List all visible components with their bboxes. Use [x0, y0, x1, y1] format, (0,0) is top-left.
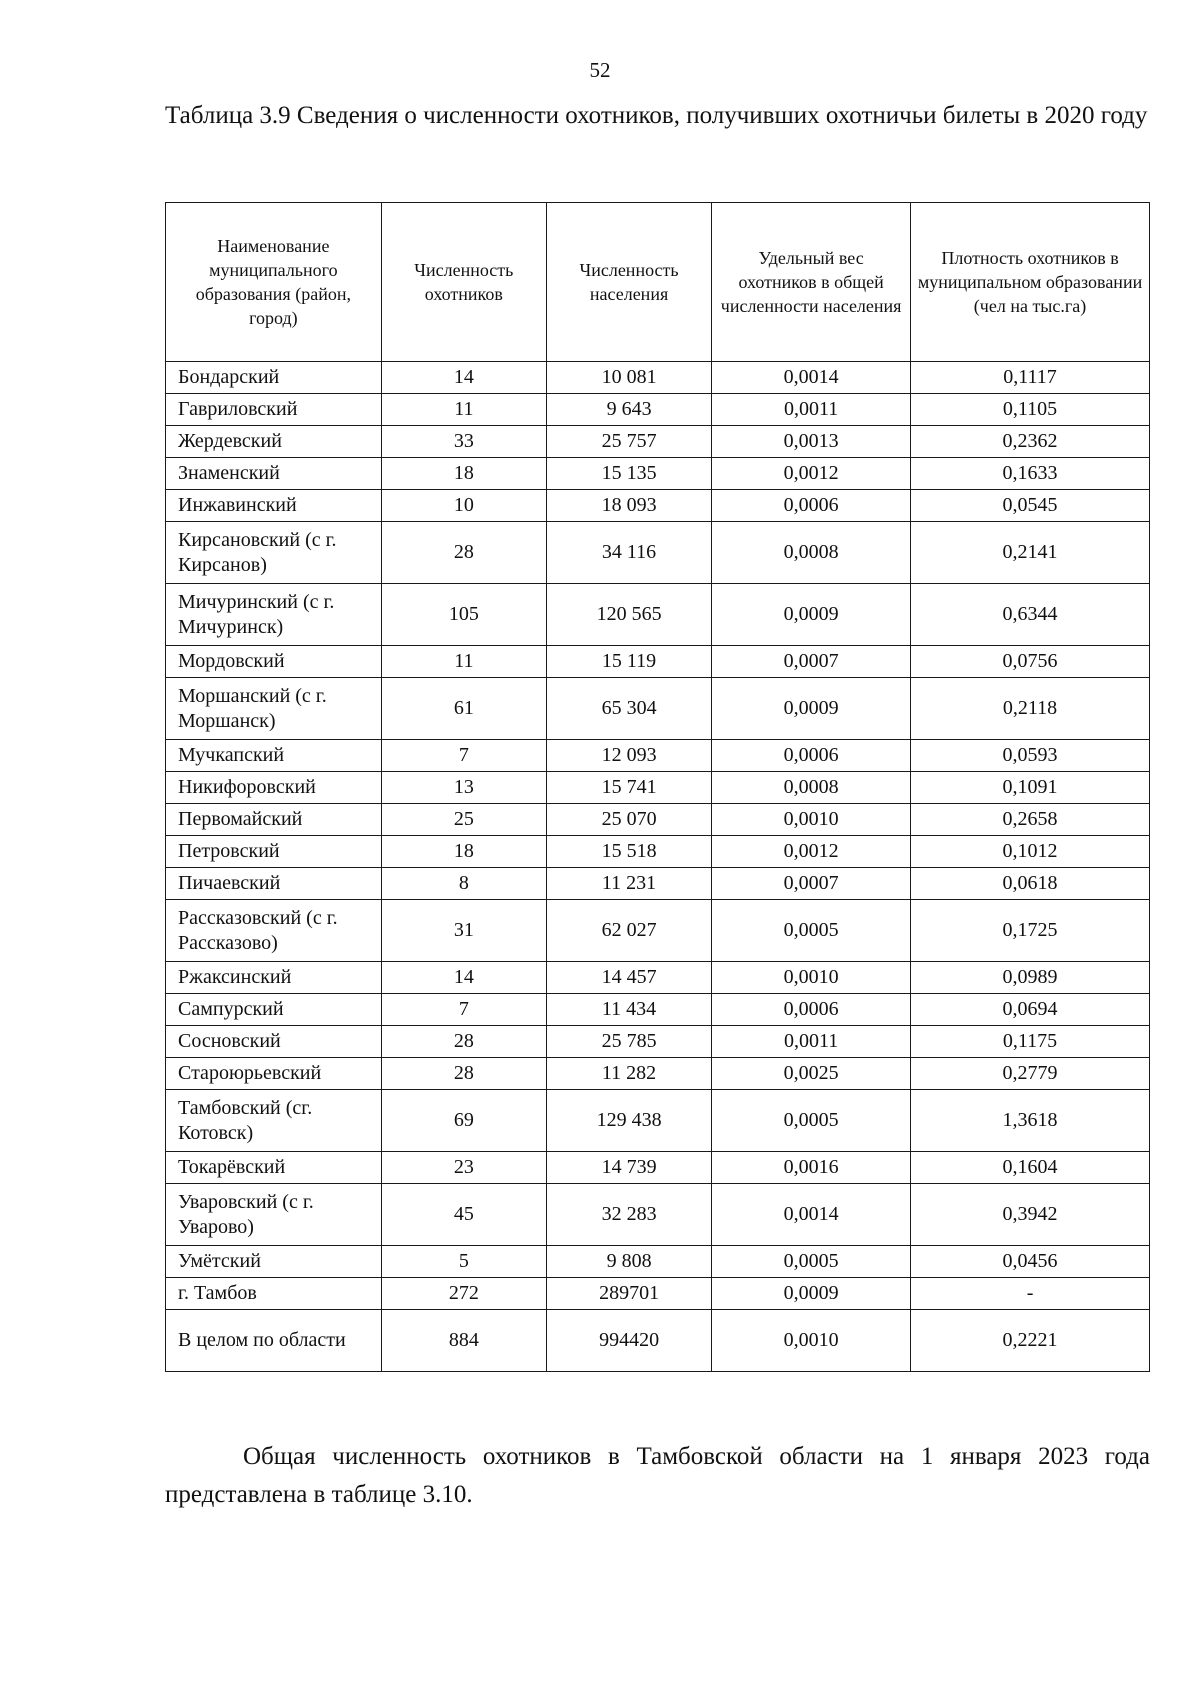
footer-paragraph: Общая численность охотников в Тамбовской области на 1 января 2023 года представлена в таблице 3.10.	[165, 1443, 1150, 1508]
cell-municipality: Тамбовский (сг. Котовск)	[166, 1090, 382, 1152]
cell-share: 0,0025	[712, 1058, 911, 1090]
cell-population: 25 785	[546, 1026, 711, 1058]
cell-population: 11 231	[546, 868, 711, 900]
cell-population: 25 757	[546, 426, 711, 458]
cell-population: 120 565	[546, 584, 711, 646]
cell-density: 0,0545	[911, 490, 1150, 522]
cell-hunters-count: 5	[381, 1246, 546, 1278]
table-row	[166, 962, 1150, 994]
cell-hunters-count: 69	[381, 1090, 546, 1152]
cell-municipality: Бондарский	[166, 362, 382, 394]
cell-density: 0,3942	[911, 1184, 1150, 1246]
cell-share: 0,0005	[712, 900, 911, 962]
cell-share: 0,0012	[712, 458, 911, 490]
cell-share: 0,0014	[712, 1184, 911, 1246]
cell-hunters-count: 28	[381, 522, 546, 584]
cell-population: 15 518	[546, 836, 711, 868]
cell-density: 0,0756	[911, 646, 1150, 678]
cell-share: 0,0006	[712, 740, 911, 772]
table-row	[166, 1026, 1150, 1058]
table-row	[166, 1278, 1150, 1310]
cell-density: 0,2658	[911, 804, 1150, 836]
cell-share: 0,0010	[712, 962, 911, 994]
cell-population: 14 739	[546, 1152, 711, 1184]
cell-density: 0,1175	[911, 1026, 1150, 1058]
cell-density: 0,1091	[911, 772, 1150, 804]
table-header-row	[166, 203, 1150, 362]
header-hunters-count: Численность охотников	[381, 203, 546, 362]
cell-hunters-count: 23	[381, 1152, 546, 1184]
cell-municipality: Пичаевский	[166, 868, 382, 900]
cell-hunters-count: 33	[381, 426, 546, 458]
table-row	[166, 804, 1150, 836]
cell-population: 9 808	[546, 1246, 711, 1278]
table-row	[166, 1090, 1150, 1152]
hunters-table	[165, 202, 1150, 1372]
cell-density: 0,6344	[911, 584, 1150, 646]
cell-population: 12 093	[546, 740, 711, 772]
cell-share: 0,0009	[712, 678, 911, 740]
cell-hunters-count: 13	[381, 772, 546, 804]
cell-share: 0,0008	[712, 772, 911, 804]
cell-density: 0,1725	[911, 900, 1150, 962]
cell-density: 0,0694	[911, 994, 1150, 1026]
cell-municipality: Токарёвский	[166, 1152, 382, 1184]
cell-share: 0,0010	[712, 804, 911, 836]
cell-density: 0,1105	[911, 394, 1150, 426]
table-row	[166, 1310, 1150, 1372]
cell-density: 0,1633	[911, 458, 1150, 490]
table-row	[166, 490, 1150, 522]
cell-density: -	[911, 1278, 1150, 1310]
cell-municipality: Никифоровский	[166, 772, 382, 804]
cell-density: 0,0593	[911, 740, 1150, 772]
table-row	[166, 522, 1150, 584]
cell-share: 0,0011	[712, 1026, 911, 1058]
cell-share: 0,0007	[712, 646, 911, 678]
cell-municipality: Знаменский	[166, 458, 382, 490]
page-number: 52	[589, 58, 611, 82]
cell-population: 15 741	[546, 772, 711, 804]
cell-density: 0,1012	[911, 836, 1150, 868]
cell-density: 0,2118	[911, 678, 1150, 740]
cell-share: 0,0014	[712, 362, 911, 394]
table-row	[166, 458, 1150, 490]
table-row	[166, 1246, 1150, 1278]
table-row	[166, 1058, 1150, 1090]
cell-share: 0,0010	[712, 1310, 911, 1372]
cell-hunters-count: 61	[381, 678, 546, 740]
cell-density: 0,2141	[911, 522, 1150, 584]
table-row	[166, 678, 1150, 740]
cell-hunters-count: 31	[381, 900, 546, 962]
header-population: Численность населения	[546, 203, 711, 362]
table-row	[166, 362, 1150, 394]
cell-share: 0,0012	[712, 836, 911, 868]
cell-municipality: Инжавинский	[166, 490, 382, 522]
cell-population: 32 283	[546, 1184, 711, 1246]
cell-municipality: Гавриловский	[166, 394, 382, 426]
cell-municipality: Петровский	[166, 836, 382, 868]
cell-population: 289701	[546, 1278, 711, 1310]
table-row	[166, 868, 1150, 900]
cell-municipality: Сосновский	[166, 1026, 382, 1058]
cell-population: 994420	[546, 1310, 711, 1372]
table-body	[166, 362, 1150, 1372]
cell-population: 9 643	[546, 394, 711, 426]
header-municipality: Наименование муниципального образования (район, город)	[166, 203, 382, 362]
table-row	[166, 394, 1150, 426]
table-row	[166, 426, 1150, 458]
header-density: Плотность охотников в муниципальном образовании (чел на тыс.га)	[911, 203, 1150, 362]
cell-population: 129 438	[546, 1090, 711, 1152]
cell-hunters-count: 28	[381, 1026, 546, 1058]
cell-municipality: Староюрьевский	[166, 1058, 382, 1090]
cell-hunters-count: 8	[381, 868, 546, 900]
cell-municipality: Первомайский	[166, 804, 382, 836]
table-row	[166, 1184, 1150, 1246]
cell-density: 0,2779	[911, 1058, 1150, 1090]
cell-density: 1,3618	[911, 1090, 1150, 1152]
cell-municipality: Мучкапский	[166, 740, 382, 772]
cell-municipality: Уваровский (с г. Уварово)	[166, 1184, 382, 1246]
table-row	[166, 994, 1150, 1026]
cell-density: 0,1117	[911, 362, 1150, 394]
cell-municipality: Рассказовский (с г. Рассказово)	[166, 900, 382, 962]
cell-population: 15 135	[546, 458, 711, 490]
cell-share: 0,0006	[712, 490, 911, 522]
cell-population: 25 070	[546, 804, 711, 836]
table-row	[166, 1152, 1150, 1184]
table-row	[166, 900, 1150, 962]
cell-municipality: Жердевский	[166, 426, 382, 458]
cell-share: 0,0009	[712, 584, 911, 646]
cell-population: 11 434	[546, 994, 711, 1026]
cell-hunters-count: 25	[381, 804, 546, 836]
cell-municipality: В целом по области	[166, 1310, 382, 1372]
cell-hunters-count: 10	[381, 490, 546, 522]
cell-share: 0,0011	[712, 394, 911, 426]
cell-hunters-count: 7	[381, 994, 546, 1026]
cell-share: 0,0009	[712, 1278, 911, 1310]
cell-municipality: Моршанский (с г. Моршанск)	[166, 678, 382, 740]
header-share: Удельный вес охотников в общей численности населения	[712, 203, 911, 362]
cell-share: 0,0005	[712, 1090, 911, 1152]
cell-share: 0,0013	[712, 426, 911, 458]
cell-share: 0,0005	[712, 1246, 911, 1278]
cell-share: 0,0006	[712, 994, 911, 1026]
cell-hunters-count: 7	[381, 740, 546, 772]
cell-hunters-count: 18	[381, 458, 546, 490]
cell-population: 15 119	[546, 646, 711, 678]
table-row	[166, 772, 1150, 804]
cell-density: 0,2362	[911, 426, 1150, 458]
cell-municipality: г. Тамбов	[166, 1278, 382, 1310]
cell-population: 18 093	[546, 490, 711, 522]
cell-hunters-count: 272	[381, 1278, 546, 1310]
cell-density: 0,0456	[911, 1246, 1150, 1278]
cell-municipality: Мордовский	[166, 646, 382, 678]
cell-share: 0,0016	[712, 1152, 911, 1184]
cell-population: 14 457	[546, 962, 711, 994]
cell-municipality: Кирсановский (с г. Кирсанов)	[166, 522, 382, 584]
cell-density: 0,0989	[911, 962, 1150, 994]
cell-hunters-count: 11	[381, 394, 546, 426]
table-row	[166, 740, 1150, 772]
cell-hunters-count: 11	[381, 646, 546, 678]
table-caption: Таблица 3.9 Сведения о численности охотников, получивших охотничьи билеты в 2020 году	[165, 102, 1148, 129]
cell-hunters-count: 105	[381, 584, 546, 646]
table-row	[166, 836, 1150, 868]
cell-density: 0,1604	[911, 1152, 1150, 1184]
cell-population: 34 116	[546, 522, 711, 584]
cell-hunters-count: 884	[381, 1310, 546, 1372]
cell-population: 10 081	[546, 362, 711, 394]
cell-population: 62 027	[546, 900, 711, 962]
cell-hunters-count: 18	[381, 836, 546, 868]
cell-population: 11 282	[546, 1058, 711, 1090]
cell-hunters-count: 45	[381, 1184, 546, 1246]
cell-share: 0,0007	[712, 868, 911, 900]
cell-municipality: Мичуринский (с г. Мичуринск)	[166, 584, 382, 646]
cell-municipality: Сампурский	[166, 994, 382, 1026]
cell-share: 0,0008	[712, 522, 911, 584]
cell-municipality: Ржаксинский	[166, 962, 382, 994]
cell-hunters-count: 14	[381, 962, 546, 994]
cell-population: 65 304	[546, 678, 711, 740]
cell-municipality: Умётский	[166, 1246, 382, 1278]
cell-hunters-count: 28	[381, 1058, 546, 1090]
cell-density: 0,0618	[911, 868, 1150, 900]
table-row	[166, 584, 1150, 646]
table-row	[166, 646, 1150, 678]
cell-hunters-count: 14	[381, 362, 546, 394]
cell-density: 0,2221	[911, 1310, 1150, 1372]
